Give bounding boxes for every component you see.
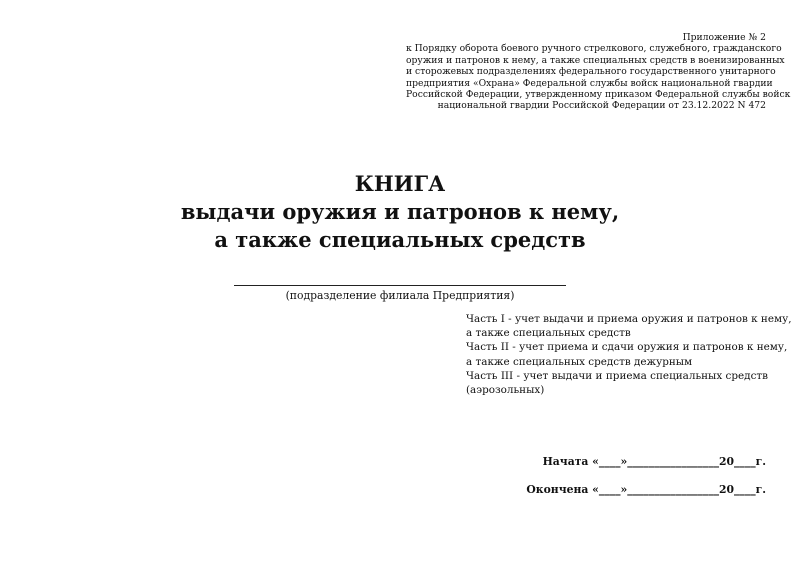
end-date-text: Окончена «____»_________________20____г. (526, 483, 766, 496)
appendix-line: национальной гвардии Российской Федерации от 23.12.2022 N 472 (437, 100, 766, 112)
parts-list (466, 312, 792, 397)
appendix-line: предприятия «Охрана» Федеральной службы войск национальной гвардии (406, 77, 773, 89)
part-1-line-1: Часть I - учет выдачи и приема оружия и патронов к нему, (466, 313, 792, 325)
part-1-line-2: а также специальных средств (466, 327, 631, 340)
title-line-3: а также специальных средств (214, 227, 586, 252)
part-3-line-1: Часть III - учет выдачи и приема специальных средств (466, 369, 768, 382)
appendix-line: и сторожевых подразделениях федерального государственного унитарного (406, 66, 776, 78)
part-2-line-2: а также специальных средств дежурным (466, 355, 693, 368)
start-date-field (446, 455, 766, 468)
appendix-line: Российской Федерации, утвержденному приказом Федеральной службы войск (406, 89, 791, 101)
appendix-line: к Порядку оборота боевого ручного стрелкового, служебного, гражданского (406, 43, 782, 55)
part-2-line-1: Часть II - учет приема и сдачи оружия и патронов к нему, (466, 341, 788, 354)
title-line-2: выдачи оружия и патронов к нему, (180, 199, 620, 224)
subdivision-caption: (подразделение филиала Предприятия) (285, 289, 515, 302)
appendix-line: оружия и патронов к нему, а также специальных средств в военизированных (406, 54, 785, 66)
appendix-header (406, 32, 791, 112)
appendix-line: Приложение № 2 (682, 32, 766, 43)
start-date-text: Начата «____»_________________20____г. (542, 455, 766, 468)
subdivision-blank-line (234, 285, 566, 286)
part-3-line-2: (аэрозольных) (466, 384, 545, 397)
end-date-field (446, 483, 766, 496)
title-line-1: КНИГА (354, 171, 446, 196)
document-title (0, 170, 800, 254)
